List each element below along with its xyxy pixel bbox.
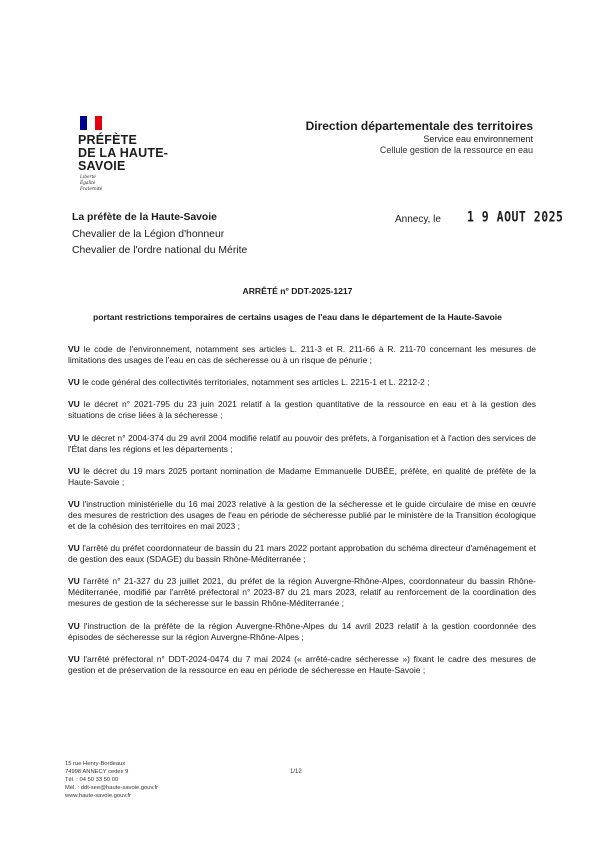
- visa-text: l'arrêté du préfet coordonnateur de bassin du 21 mars 2022 portant approbation du schéma directeur d'aménagement et de gestion des eaux (SDAGE) du bassin Rhône-Méditerranée ;: [68, 543, 536, 565]
- marianne-flag-icon: [80, 116, 102, 130]
- visa-prefix: VU: [68, 543, 80, 554]
- visa-item: [68, 377, 536, 388]
- prefecture-logo: [78, 116, 178, 193]
- visa-prefix: VU: [68, 653, 80, 664]
- logo-title-line2: DE LA HAUTE-SAVOIE: [78, 146, 169, 173]
- logo-title-line1: PRÉFÈTE: [78, 133, 138, 147]
- visa-item: [68, 344, 536, 366]
- visa-item: [68, 433, 536, 455]
- visa-item: [68, 499, 536, 532]
- visa-prefix: VU: [68, 576, 80, 587]
- visa-item: [68, 654, 536, 676]
- signatory-title: La préfète de la Haute-Savoie: [72, 212, 217, 223]
- signatory-honour-1: Chevalier de la Légion d'honneur: [72, 228, 225, 240]
- visa-item: [68, 466, 536, 488]
- footer-email: Mél. : ddt-see@haute-savoie.gouv.fr: [65, 785, 159, 792]
- visa-prefix: VU: [68, 432, 80, 443]
- signatory-honour-2: Chevalier de l'ordre national du Mérite: [72, 245, 248, 257]
- visa-prefix: VU: [68, 465, 80, 476]
- visa-item: [68, 543, 536, 565]
- visa-item: [68, 576, 536, 609]
- visa-item: [68, 399, 536, 421]
- republic-motto: [80, 175, 178, 193]
- visa-prefix: VU: [68, 377, 80, 388]
- visa-text: le code de l'environnement, notamment ses articles L. 211-3 et R. 211-66 à R. 211-70 concernant les mesures de limitations des usages de l'eau en cas de sécheresse ou à un risque de pénurie ;: [68, 344, 536, 365]
- visa-prefix: VU: [68, 344, 80, 354]
- issuing-service: [306, 119, 533, 156]
- arrete-subtitle: portant restrictions temporaires de certains usages de l'eau dans le département de la Haute-Savoie: [93, 312, 502, 322]
- visa-item: [68, 621, 536, 643]
- visa-text: l'instruction ministérielle du 16 mai 2023 relative à la gestion de la sécheresse et le guide circulaire de mise en œuvre des mesures de restriction des usages de l'eau en période de sécheresse publié par le ministère de la Transition écologique et de la cohésion des territoires en mai 2023 ;: [68, 498, 536, 531]
- footer-phone: Tél. : 04 50 33 50 00: [65, 777, 119, 784]
- visa-text: l'arrêté préfectoral n° DDT-2024-0474 du 7 mai 2024 (« arrêté-cadre sécheresse ») fixant le cadre des mesures de gestion et de préservation de la ressource en eau en période de sécheresse en Haute-Savoie ;: [68, 653, 536, 675]
- visa-text: le décret n° 2021-795 du 23 juin 2021 relatif à la gestion quantitative de la ressource en eau et à la gestion des situations de crise liées à la sécheresse ;: [68, 399, 536, 421]
- visas-list: [68, 344, 536, 687]
- page-number: 1/12: [290, 769, 302, 775]
- date-stamp: 1 9 AOUT 2025: [466, 207, 564, 225]
- visa-prefix: VU: [68, 498, 80, 509]
- visa-text: le décret du 19 mars 2025 portant nomination de Madame Emmanuelle DUBÉE, préfète, en qualité de préfète de la Haute-Savoie ;: [68, 465, 536, 487]
- footer-website: www.haute-savoie.gouv.fr: [65, 793, 131, 800]
- visa-text: le décret n° 2004-374 du 29 avril 2004 modifié relatif au pouvoir des préfets, à l'organisation et à l'action des services de l'État dans les régions et les départements ;: [68, 432, 536, 454]
- visa-prefix: VU: [68, 620, 80, 631]
- signatory-block: [72, 210, 247, 260]
- motto-liberte: Liberté: [80, 175, 96, 180]
- footer-contact: [65, 760, 158, 800]
- direction-name: Direction départementale des territoires: [305, 119, 533, 133]
- visa-text: l'instruction de la préfète de la région Auvergne-Rhône-Alpes du 14 avril 2023 relatif à la gestion coordonnée des épisodes de sécheresse sur la région Auvergne-Rhône-Alpes ;: [68, 620, 536, 642]
- cellule-name: Cellule gestion de la ressource en eau: [379, 145, 533, 155]
- service-name: Service eau environnement: [423, 134, 533, 144]
- date-place: Annecy, le: [395, 214, 441, 225]
- motto-egalite: Égalité: [80, 181, 96, 186]
- visa-text: le code général des collectivités territoriales, notamment ses articles L. 2215-1 et L. 2212-2 ;: [82, 377, 430, 388]
- logo-title: [78, 134, 178, 173]
- footer-address-street: 15 rue Henry-Bordeaux: [65, 761, 126, 767]
- visa-prefix: VU: [68, 399, 80, 410]
- date-line: [395, 207, 564, 225]
- visa-text: l'arrêté n° 21-327 du 23 juillet 2021, du préfet de la région Auvergne-Rhône-Alpes, coordonnateur du bassin Rhône-Méditerranée, modifié par l'arrêté préfectoral n° 2023-87 du 21 mars 2023, relatif au renforcement de la coordination des mesures de gestion de la sécheresse sur le bassin Rhône-Méditerranée ;: [68, 576, 536, 609]
- arrete-title: ARRÊTÉ n° DDT-2025-1217: [242, 286, 353, 296]
- motto-fraternite: Fraternité: [80, 187, 103, 192]
- footer-address-city: 74998 ANNECY cedex 9: [65, 769, 129, 776]
